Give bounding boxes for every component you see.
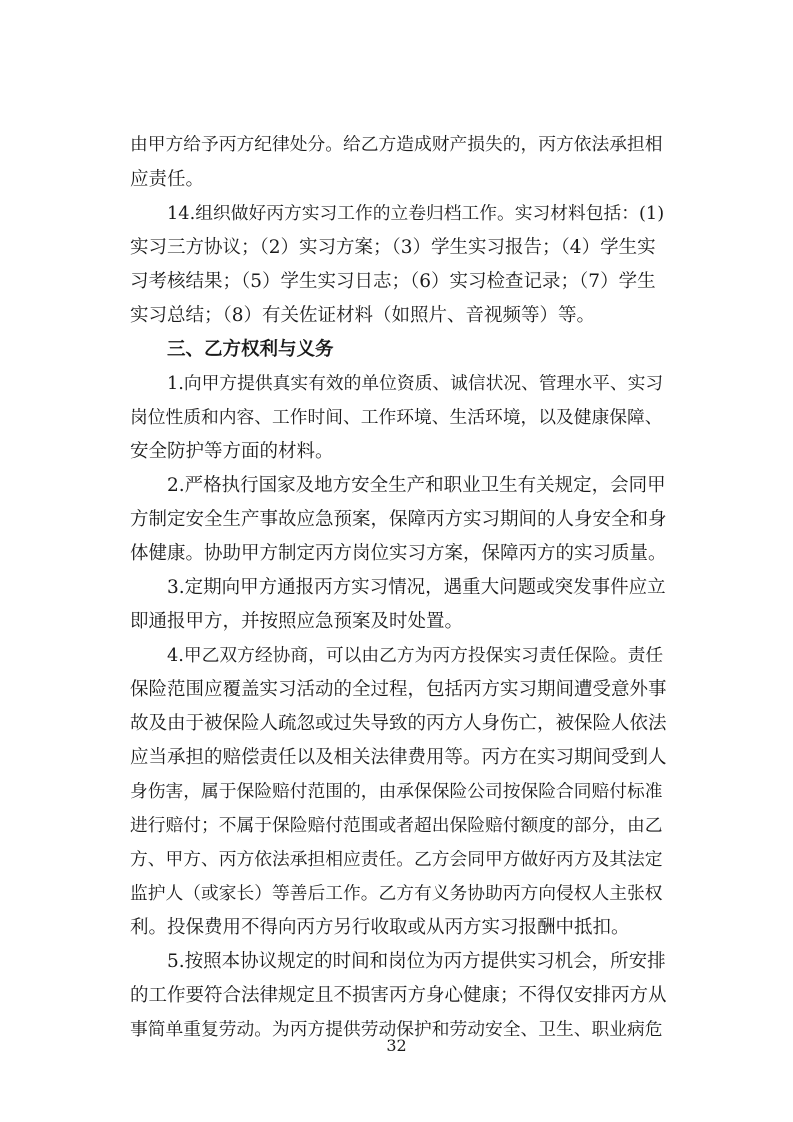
text-line: 4.甲乙双方经协商，可以由乙方为丙方投保实习责任保险。责任 [167,646,664,666]
text-line: 实习三方协议；（2）实习方案；（3）学生实习报告；（4）学生实 [130,237,656,258]
text-line: 应当承担的赔偿责任以及相关法律费用等。丙方在实习期间受到人 [130,747,667,768]
text-line: 岗位性质和内容、工作时间、工作环境、生活环境，以及健康保障、 [130,408,663,428]
text-line: 监护人（或家长）等善后工作。乙方有义务协助丙方向侵权人主张权 [130,884,663,904]
page-number: 32 [386,1036,407,1055]
section-heading: 三、乙方权利与义务 [167,339,334,360]
text-line: 身伤害，属于保险赔付范围的，由承保保险公司按保险合同赔付标准 [130,782,663,802]
text-line: 由甲方给予丙方纪律处分。给乙方造成财产损失的，丙方依法承担相 [130,135,663,155]
text-line: 利。投保费用不得向丙方另行收取或从丙方实习报酬中抵扣。 [130,917,630,938]
text-line: 的工作要符合法律规定且不损害丙方身心健康；不得仅安排丙方从 [130,985,667,1006]
text-line: 应责任。 [130,169,205,190]
text-line: 方、甲方、丙方依法承担相应责任。乙方会同甲方做好丙方及其法定 [130,850,663,870]
text-line: 方制定安全生产事故应急预案，保障丙方实习期间的人身安全和身 [130,509,667,530]
text-line: 故及由于被保险人疏忽或过失导致的丙方人身伤亡，被保险人依法 [130,713,667,734]
text-line: 3.定期向甲方通报丙方实习情况，遇重大问题或突发事件应立 [167,577,666,598]
text-line: 事简单重复劳动。为丙方提供劳动保护和劳动安全、卫生、职业病危 [130,1020,663,1040]
text-line: 14.组织做好丙方实习工作的立卷归档工作。实习材料包括：(1) [167,204,665,224]
text-line: 体健康。协助甲方制定丙方岗位实习方案，保障丙方的实习质量。 [130,543,667,564]
text-line: 安全防护等方面的材料。 [130,441,334,462]
text-line: 1.向甲方提供真实有效的单位资质、诚信状况、管理水平、实习 [167,374,664,394]
text-line: 习考核结果；（5）学生实习日志；（6）实习检查记录；（7）学生 [130,271,656,292]
text-line: 实习总结；（8）有关佐证材料（如照片、音视频等）等。 [130,305,596,326]
text-line: 2.严格执行国家及地方安全生产和职业卫生有关规定，会同甲 [167,475,666,496]
text-line: 进行赔付；不属于保险赔付范围或者超出保险赔付额度的部分，由乙 [130,816,663,836]
text-line: 即通报甲方，并按照应急预案及时处置。 [130,611,464,632]
text-line: 保险范围应覆盖实习活动的全过程，包括丙方实习期间遭受意外事 [130,679,667,700]
text-line: 5.按照本协议规定的时间和岗位为丙方提供实习机会，所安排 [167,951,666,972]
